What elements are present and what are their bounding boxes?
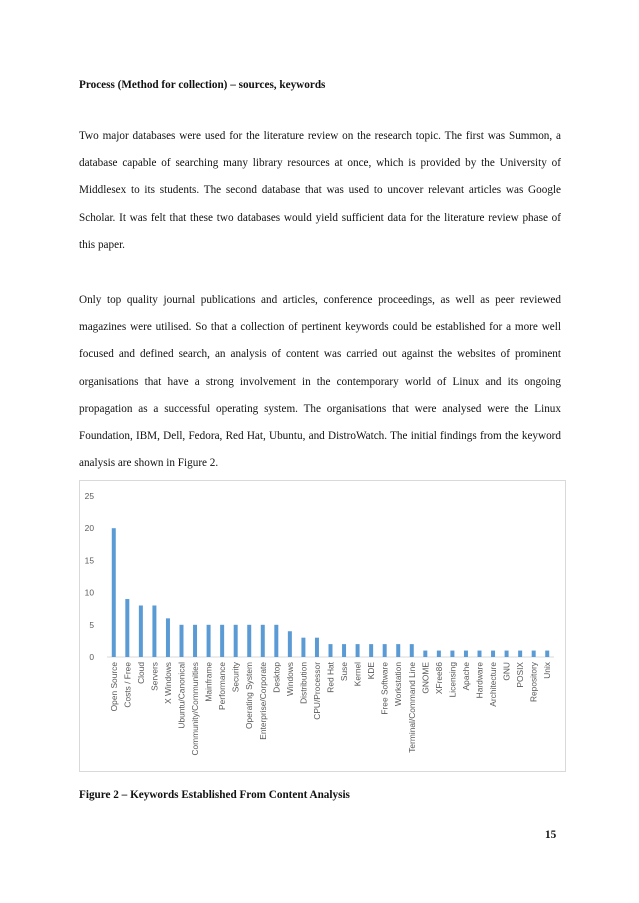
bar [478,651,482,657]
x-tick-label: Open Source [108,662,119,712]
bar [532,651,536,657]
y-tick-label: 0 [89,652,94,662]
x-tick-label: Unix [542,662,553,679]
bar [125,599,129,657]
x-tick-label: GNOME [420,662,431,694]
body-paragraph-2: Only top quality journal publications and articles, conference proceedings, as well as peer reviewed magazines were utilised. So that a collection of pertinent keywords could be established for a more well focused and defined search, an analysis of content was carried out against the websites of prominent organisations that have a strong involvement in the contemporary world of Linux and its ongoing propagation as a successful operating system. The organisations that were analysed were the Linux Foundation, IBM, Dell, Fedora, Red Hat, Ubuntu, and DistroWatch. The initial findings from the keyword analysis are shown in Figure 2. [79,294,561,470]
bar [518,651,522,657]
x-tick-label: Ubuntu/Canonical [176,662,187,729]
x-tick-label: Licensing [447,662,458,698]
x-tick-label: Free Software [379,662,390,715]
x-tick-label: Red Hat [325,662,336,693]
bar [383,644,387,657]
page-number: 15 [545,829,557,841]
bar [193,625,197,657]
bar [207,625,211,657]
y-tick-label: 15 [84,555,94,566]
bar [234,625,238,657]
x-tick-label: Hardware [474,662,485,699]
x-tick-label: Desktop [271,662,282,693]
bar [410,644,414,657]
x-tick-label: Operating System [244,662,255,730]
bar [356,644,360,657]
bar [152,605,156,657]
x-tick-label: Distribution [298,662,309,704]
bar [369,644,373,657]
bar [342,644,346,657]
x-tick-label: XFree86 [433,662,444,695]
bar [464,651,468,657]
bar [166,618,170,657]
section-heading: Process (Method for collection) – sources, keywords [79,79,326,91]
y-tick-label: 25 [84,491,94,501]
y-tick-label: 20 [84,523,94,534]
x-tick-label: Costs / Free [122,662,133,708]
bar [247,625,251,657]
bar [139,605,143,657]
bar [301,638,305,657]
bar [545,651,549,657]
x-tick-label: Suse [339,662,350,682]
chart-svg [80,481,565,771]
x-tick-label: Community/Communities [190,662,201,756]
x-tick-label: X Windows [162,662,173,704]
bar [450,651,454,657]
x-tick-label: Terminal/Command Line [406,662,417,753]
bar [288,631,292,657]
y-tick-label: 5 [89,619,94,630]
bar [274,625,278,657]
bar [315,638,319,657]
x-tick-label: Security [230,662,241,693]
bar [261,625,265,657]
x-tick-label: Architecture [488,662,499,707]
body-paragraph-1: Two major databases were used for the literature review on the research topic. The first was Summon, a database capable of searching many library resources at once, which is provided by the University of Middlesex to its students. The second database that was used to uncover relevant articles was Google Scholar. It was felt that these two databases would yield sufficient data for the literature review phase of this paper. [79,130,561,251]
keyword-bar-chart [79,480,566,772]
bar [180,625,184,657]
x-tick-label: POSIX [515,662,526,688]
bar [491,651,495,657]
bar [505,651,509,657]
x-tick-label: CPU/Processor [311,662,322,720]
bar [423,651,427,657]
x-tick-label: Servers [149,662,160,691]
bar [112,528,116,657]
x-tick-label: Apache [460,662,471,691]
x-tick-label: Repository [528,662,539,703]
bar [437,651,441,657]
x-tick-label: Windows [284,662,295,696]
x-tick-label: Performance [217,662,228,710]
figure-caption: Figure 2 – Keywords Established From Content Analysis [79,789,350,801]
x-tick-label: Mainframe [203,662,214,702]
x-tick-label: Enterprise/Corporate [257,662,268,740]
bar [396,644,400,657]
x-tick-label: KDE [366,662,377,680]
x-tick-label: Kernel [352,662,363,687]
y-tick-label: 10 [84,587,94,598]
bar [329,644,333,657]
x-tick-label: GNU [501,662,512,681]
x-tick-label: Workstation [393,662,404,707]
bar [220,625,224,657]
x-tick-label: Cloud [135,662,146,684]
